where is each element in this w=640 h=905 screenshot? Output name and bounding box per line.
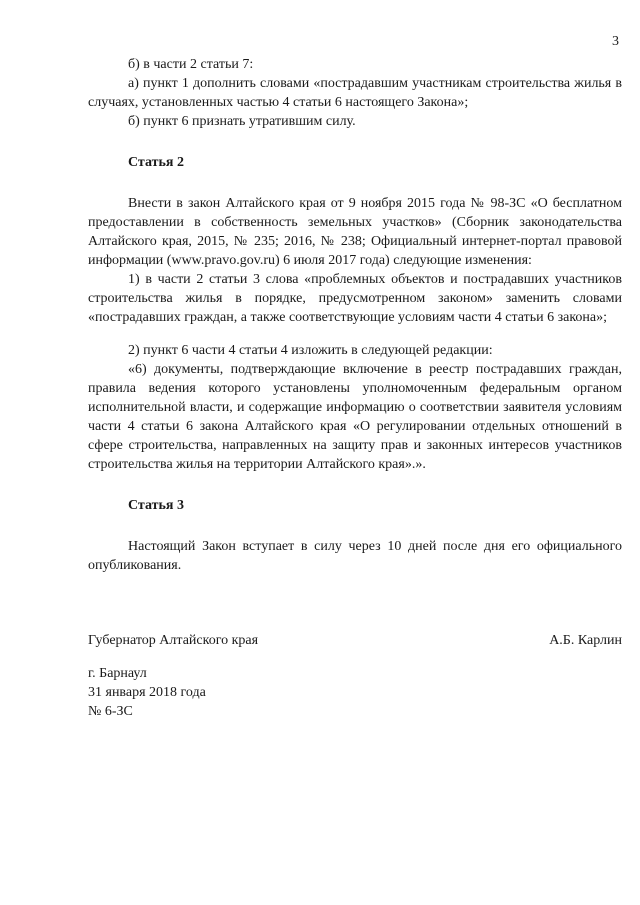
article2-item2: 2) пункт 6 части 4 статьи 4 изложить в следующей редакции: — [128, 343, 493, 358]
footer-date: 31 января 2018 года — [88, 685, 206, 700]
article2-quote: «6) документы, подтверждающие включение в реестр пострадавших граждан, правила ведения которого установлены уполномоченным федеральным органом исполнительной власти, и содержащие информацию о соответствии заявителя условиям части 4 статьи 6 закона Алтайского края «О регулировании отдельных отношений в сфере строительства, направленных на защиту прав и законных интересов участников строительства жилья на территории Алтайского края».». — [88, 362, 622, 472]
footer-city: г. Барнаул — [88, 666, 147, 681]
intro-item-b: б) в части 2 статьи 7: — [128, 57, 254, 72]
article3-text: Настоящий Закон вступает в силу через 10 дней после дня его официального опубликования. — [88, 539, 622, 573]
signature-title: Губернатор Алтайского края — [88, 633, 259, 648]
footer-number: № 6-ЗС — [88, 704, 133, 719]
article2-heading: Статья 2 — [128, 155, 184, 170]
article3-heading: Статья 3 — [128, 498, 184, 513]
page-number: 3 — [612, 34, 619, 49]
article2-intro: Внести в закон Алтайского края от 9 ноября 2015 года № 98-ЗС «О бесплатном предоставлении в собственность земельных участков» (Сборник законодательства Алтайского края, 2015, № 235; 2016, № 238; Официальный интернет-портал правовой информации (www.pravo.gov.ru) 6 июля 2017 года) следующие изменения: — [88, 196, 622, 268]
article2-item1: 1) в части 2 статьи 3 слова «проблемных объектов и пострадавших участников строительства жилья в порядке, предусмотренном законом» заменить словами «пострадавших граждан, а также соответствующие условиям части 4 статьи 6 закона»; — [88, 272, 622, 325]
intro-item-a: а) пункт 1 дополнить словами «пострадавшим участникам строительства жилья в случаях, установленных частью 4 статьи 6 настоящего Закона»; — [88, 76, 622, 110]
intro-item-b2: б) пункт 6 признать утратившим силу. — [128, 114, 356, 129]
signature-row — [88, 631, 622, 650]
document-body — [88, 55, 622, 721]
signature-name: А.Б. Карлин — [549, 633, 622, 648]
